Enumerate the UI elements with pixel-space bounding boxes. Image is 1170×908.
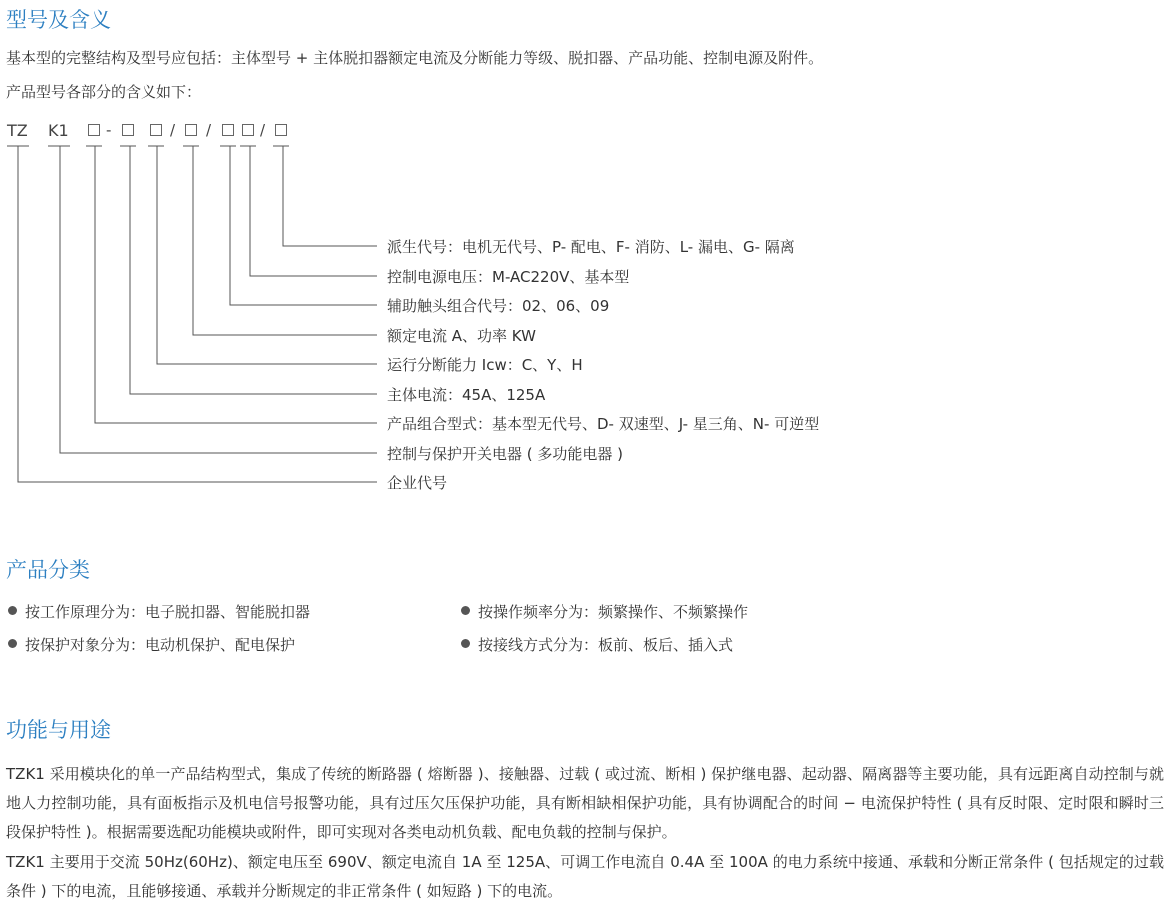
leader-line: [60, 146, 377, 453]
legend-control-voltage: 控制电源电压：M-AC220V、基本型: [387, 268, 630, 286]
leader-line: [18, 146, 377, 482]
dash-separator: -: [106, 121, 112, 139]
slash-separator: /: [170, 121, 176, 139]
leader-line: [95, 146, 377, 423]
model-part-tz: TZ: [7, 121, 28, 140]
model-intro-text: 基本型的完整结构及型号应包括：主体型号 + 主体脱扣器额定电流及分断能力等级、脱扣器、产品功能、控制电源及附件。: [6, 49, 824, 67]
classification-item: 按操作频率分为：频繁操作、不频繁操作: [461, 601, 748, 622]
slash-separator: /: [260, 121, 266, 139]
leader-line: [193, 146, 377, 335]
leader-line: [250, 146, 377, 276]
function-paragraph-1: TZK1 采用模块化的单一产品结构型式，集成了传统的断路器 ( 熔断器 )、接触器、过载 ( 或过流、断相 ) 保护继电器、起动器、隔离器等主要功能，具有远距离自动控制与就地人力控制功能，具有面板指示及机电信号报警功能，具有过压欠压保护功能，具有断相缺相保护功能，具有协调配合的时间 − 电流保护特性 ( 具有反时限、定时限和瞬时三段保护特性 )。根据需要选配功能模块或附件，即可实现对各类电动机负载、配电负载的控制与保护。: [6, 765, 1164, 841]
section-title-model: 型号及含义: [6, 8, 111, 32]
function-paragraph-2: TZK1 主要用于交流 50Hz(60Hz)、额定电压至 690V、额定电流自 1A 至 125A、可调工作电流自 0.4A 至 100A 的电力系统中接通、承载和分断正常条件 ( 包括规定的过载条件 ) 下的电流，且能够接通、承载并分断规定的非正常条件 ( 如短路 ) 下的电流。: [6, 853, 1164, 900]
classification-item: 按保护对象分为：电动机保护、配电保护: [8, 634, 295, 655]
legend-device-type: 控制与保护开关电器 ( 多功能电器 ): [387, 445, 624, 463]
bullet-icon: [461, 606, 470, 615]
section-title-function: 功能与用途: [6, 718, 111, 742]
bullet-icon: [8, 606, 17, 615]
leader-line: [157, 146, 377, 364]
model-parts-intro: 产品型号各部分的含义如下：: [6, 83, 202, 101]
legend-breaking-capacity: 运行分断能力 Icw：C、Y、H: [387, 356, 583, 374]
legend-combination-type: 产品组合型式：基本型无代号、D- 双速型、J- 星三角、N- 可逆型: [387, 415, 820, 433]
bullet-icon: [461, 639, 470, 648]
legend-company-code: 企业代号: [387, 474, 448, 492]
legend-frame-current: 主体电流：45A、125A: [387, 386, 546, 404]
classification-item: 按工作原理分为：电子脱扣器、智能脱扣器: [8, 601, 310, 622]
classification-item: 按接线方式分为：板前、板后、插入式: [461, 634, 733, 655]
legend-rated-current: 额定电流 A、功率 KW: [387, 327, 536, 345]
bullet-icon: [8, 639, 17, 648]
leader-line: [130, 146, 377, 394]
section-title-classification: 产品分类: [6, 558, 90, 582]
leader-line: [283, 146, 377, 246]
legend-aux-contact: 辅助触头组合代号：02、06、09: [387, 297, 610, 315]
model-part-k1: K1: [48, 121, 69, 140]
slash-separator: /: [206, 121, 212, 139]
legend-derivative-code: 派生代号：电机无代号、P- 配电、F- 消防、L- 漏电、G- 隔离: [387, 238, 795, 256]
leader-line: [230, 146, 377, 305]
